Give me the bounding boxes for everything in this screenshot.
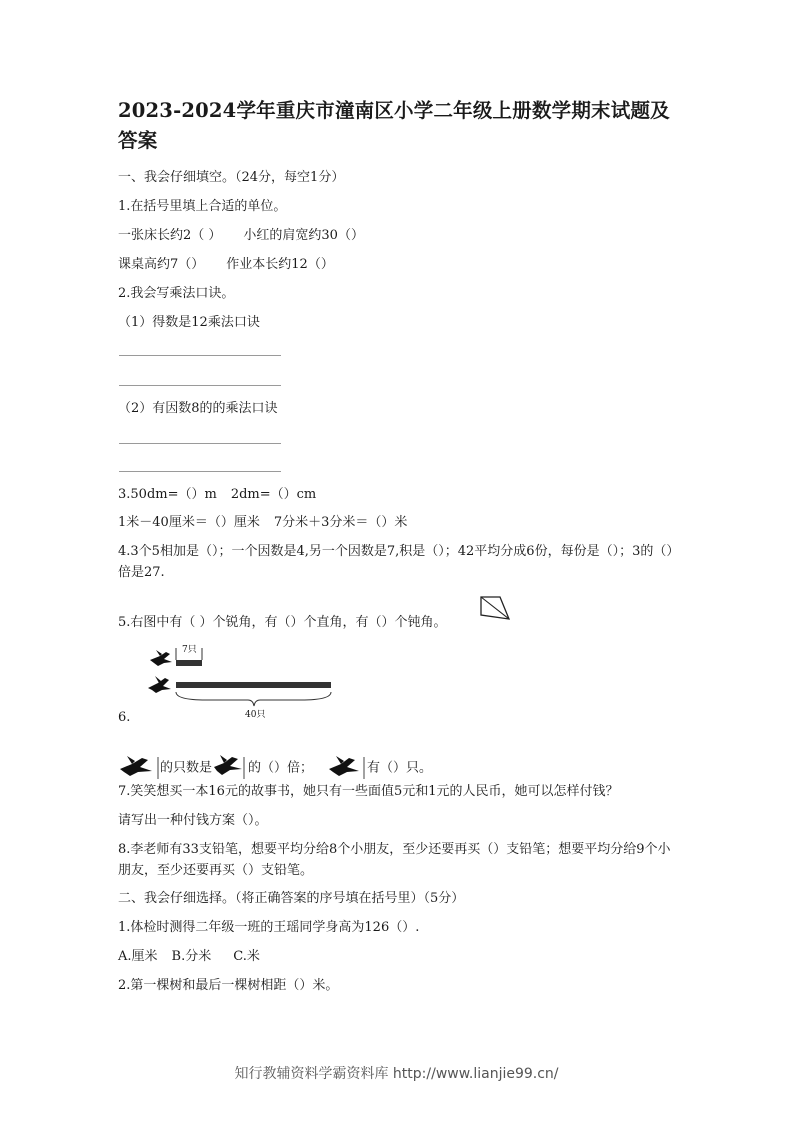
- s2-q1-options: [118, 949, 260, 965]
- q2-part2: （2）有因数8的的乘法口诀: [118, 401, 278, 416]
- q6-text-a: 的只数是: [160, 760, 213, 776]
- bar-label-bottom: 40只: [245, 710, 266, 720]
- q4-text: 4.3个5相加是（）；一个因数是4,另一个因数是7,积是（）；42平均分成6份，每份是（）；3的（）倍是27.: [118, 544, 673, 580]
- q6-text-b: 的（）倍；: [248, 760, 314, 776]
- q1-item-c: 课桌高约7（）: [118, 257, 205, 272]
- q1-row2: [118, 257, 334, 273]
- magpie-icon: [148, 676, 171, 693]
- magpie-icon: [327, 755, 367, 781]
- section2-heading: 二、我会仔细选择。（将正确答案的序号填在括号里）（5分）: [118, 891, 465, 906]
- bar-label-top: 7只: [182, 645, 197, 655]
- page-title: 2023-2024学年重庆市潼南区小学二年级上册数学期末试题及答案: [118, 99, 670, 152]
- q3-item-b: 2dm=（）cm: [230, 487, 317, 502]
- s2-q1-stem: 1.体检时测得二年级一班的王瑶同学身高为126（）.: [118, 920, 420, 935]
- q5-text: 5.右图中有（ ）个锐角，有（）个直角，有（）个钝角。: [118, 615, 447, 630]
- q6-text-c: 有（）只。: [367, 760, 433, 776]
- q3-item-c: 1米－40厘米＝（）厘米: [118, 515, 260, 530]
- q6-number: 6.: [118, 710, 131, 725]
- q7-line1: 7.笑笑想买一本16元的故事书，她只有一些面值5元和1元的人民币，她可以怎样付钱？: [118, 784, 619, 799]
- answer-line: [119, 385, 281, 386]
- q3-row1: [118, 487, 316, 503]
- quadrilateral-figure-icon: [478, 595, 514, 623]
- footer-watermark: 知行教辅资料学霸资料库 http://www.lianjie99.cn/: [234, 1066, 559, 1082]
- q3-row2: [118, 515, 407, 531]
- q7-line2: 请写出一种付钱方案（）。: [118, 813, 268, 828]
- option-b: B.分米: [171, 949, 212, 964]
- q6-sentence: [118, 755, 432, 781]
- q1-item-b: 小红的肩宽约30（）: [243, 228, 364, 243]
- q1-item-a: 一张床长约2（ ）: [118, 228, 222, 243]
- magpie-icon: [118, 755, 160, 781]
- q1-row1: [118, 228, 364, 244]
- q2-part1: （1）得数是12乘法口诀: [118, 315, 260, 330]
- q3-item-a: 3.50dm=（）m: [118, 487, 217, 502]
- magpie-icon: [212, 755, 248, 781]
- magpie-icon: [150, 650, 172, 666]
- option-c: C.米: [233, 949, 260, 964]
- q2-stem: 2.我会写乘法口诀。: [118, 286, 235, 301]
- q3-item-d: 7分米＋3分米＝（）米: [273, 515, 408, 530]
- answer-line: [119, 355, 281, 356]
- magpie-bar-diagram: [146, 640, 336, 724]
- option-a: A.厘米: [118, 949, 158, 964]
- q8-text: 8.李老师有33支铅笔，想要平均分给8个小朋友，至少还要再买（）支铅笔；想要平均分给9个小朋友，至少还要再买（）支铅笔。: [118, 842, 671, 878]
- q1-item-d: 作业本长约12（）: [226, 257, 334, 272]
- answer-line: [119, 471, 281, 472]
- section1-heading: 一、我会仔细填空。（24分，每空1分）: [118, 170, 345, 185]
- q1-stem: 1.在括号里填上合适的单位。: [118, 199, 287, 214]
- s2-q2-stem: 2.第一棵树和最后一棵树相距（）米。: [118, 978, 339, 993]
- answer-line: [119, 443, 281, 444]
